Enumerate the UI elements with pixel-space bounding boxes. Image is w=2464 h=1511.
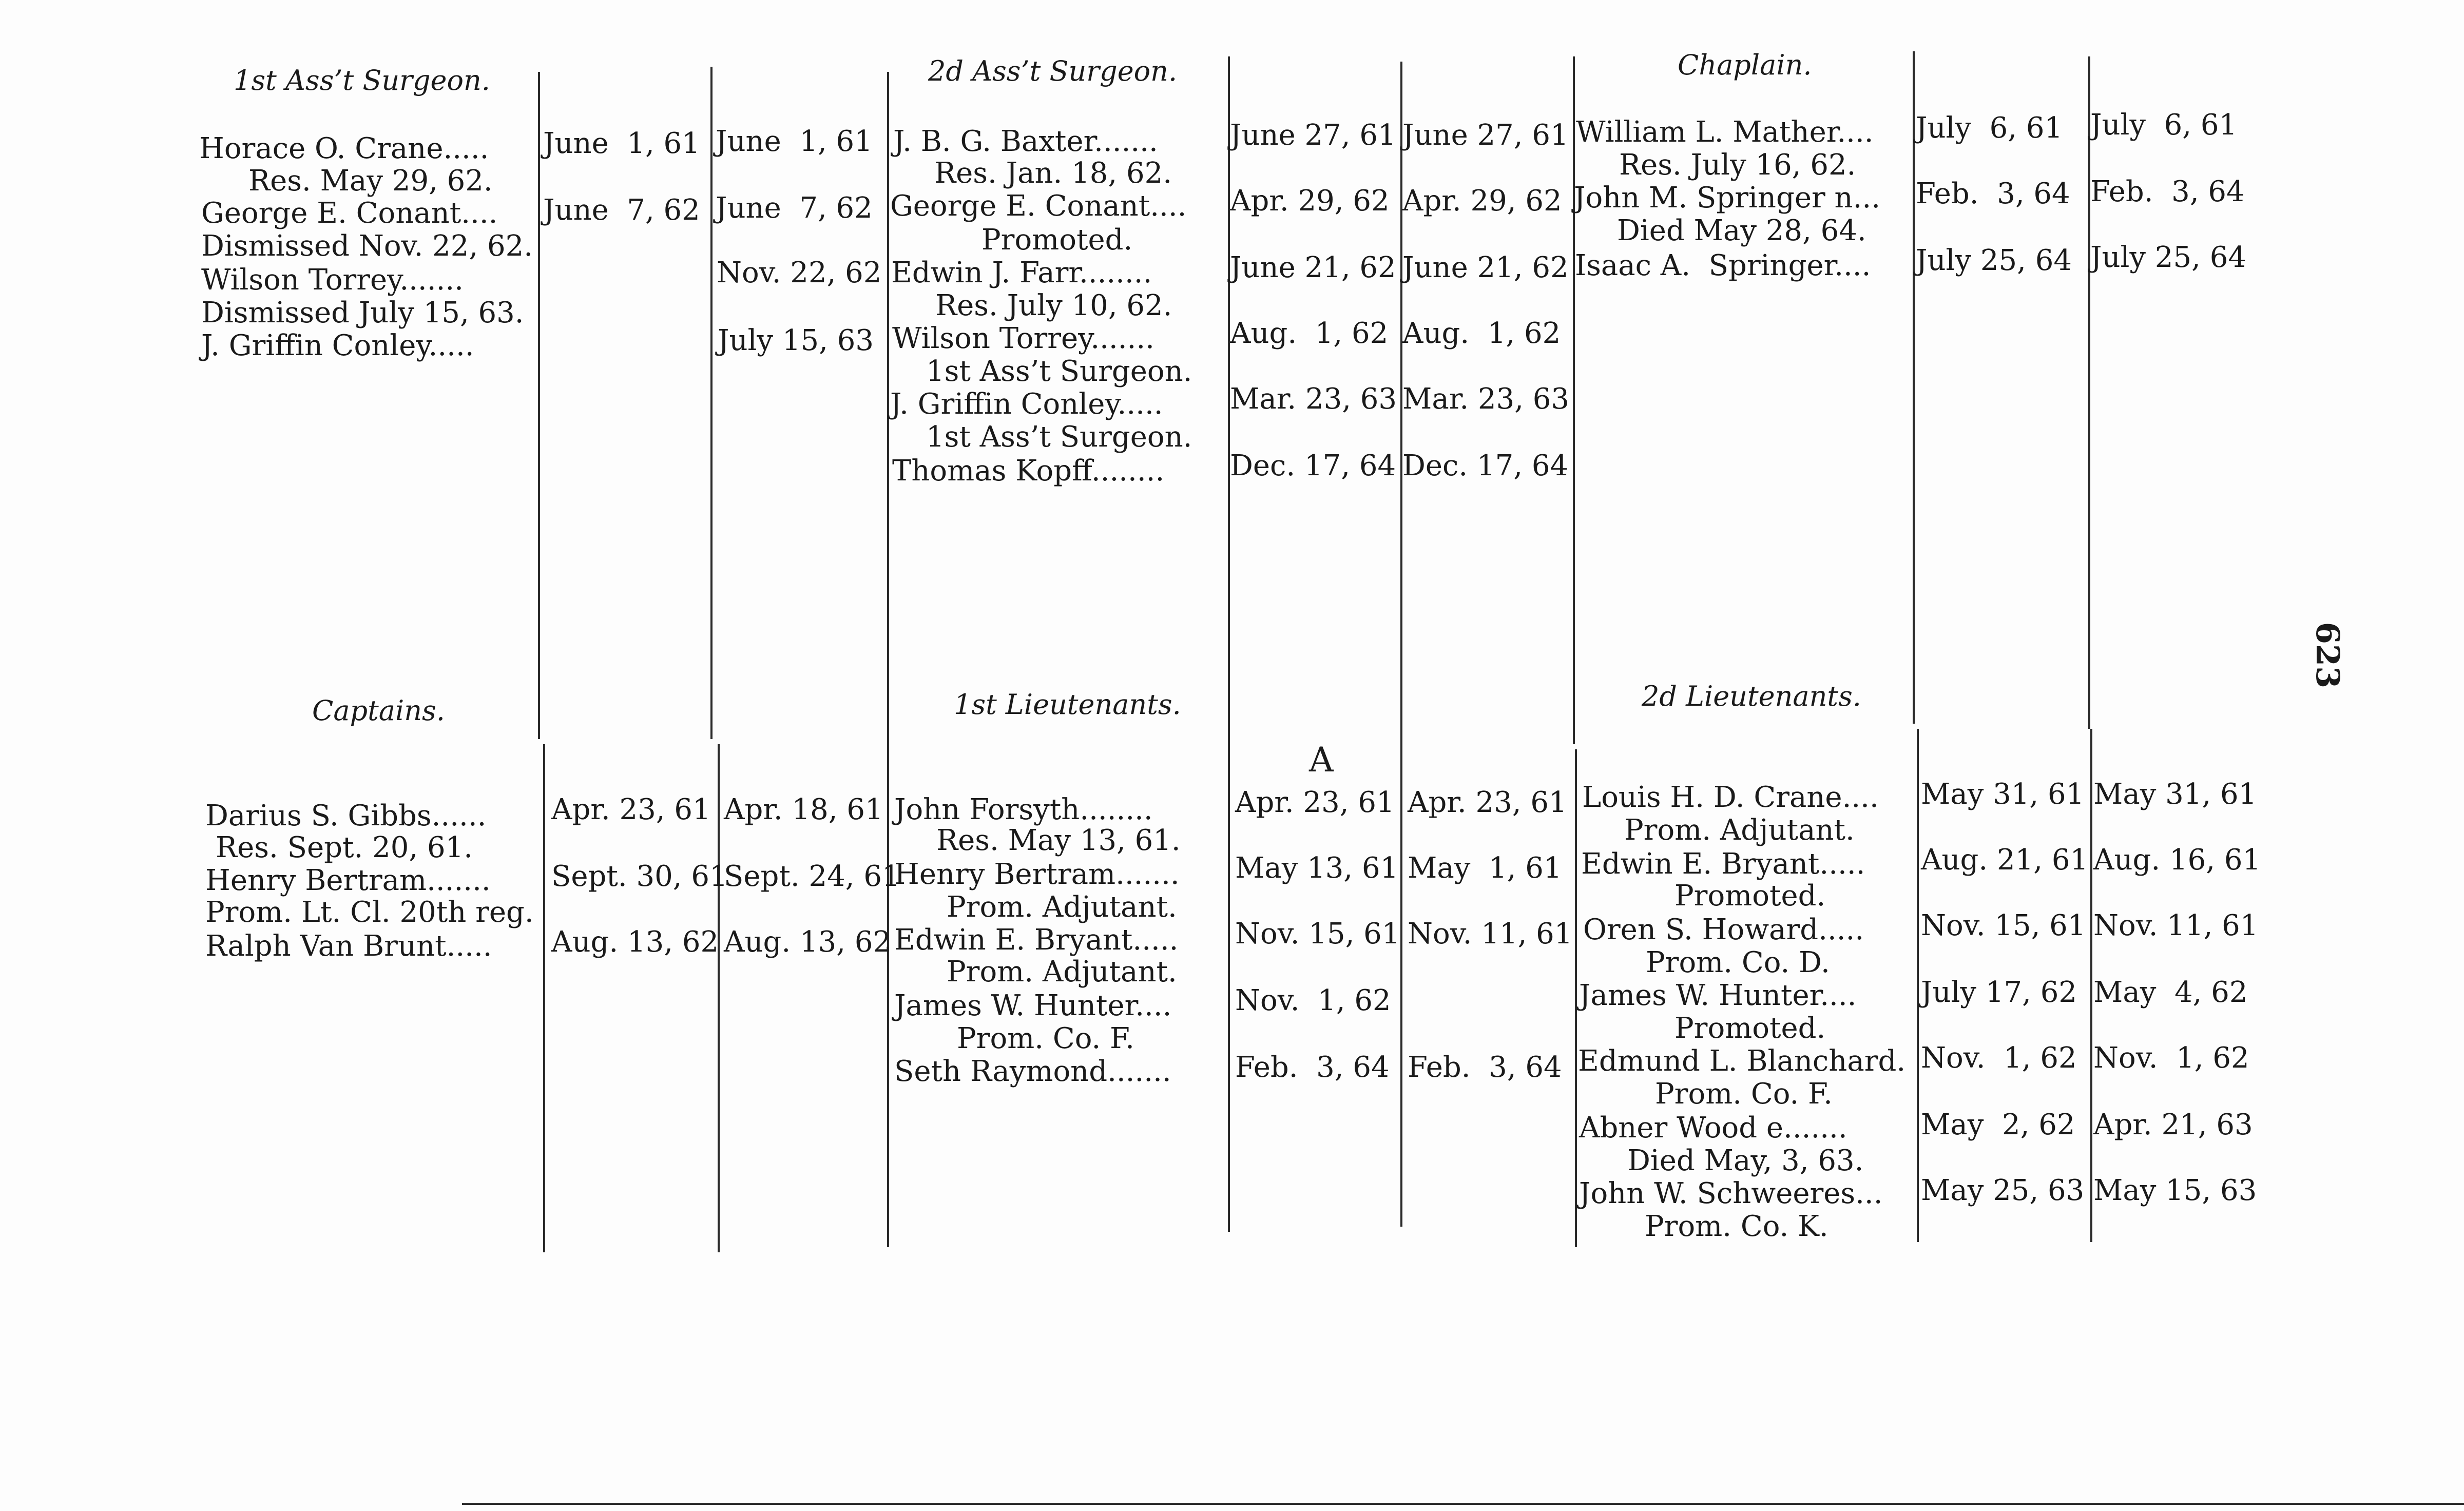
name-line: Horace O. Crane..... xyxy=(199,132,489,165)
column-rule xyxy=(1917,729,1919,1242)
column-rule xyxy=(1228,56,1230,1232)
date-rank: July 17, 62 xyxy=(1921,976,2077,1009)
name-line: James W. Hunter.... xyxy=(1579,979,1857,1012)
date-muster: May 31, 61 xyxy=(2093,778,2257,811)
date-muster: Nov. 22, 62 xyxy=(717,256,882,289)
note-line: Died May 28, 64. xyxy=(1617,214,1866,247)
bottom-rule xyxy=(462,1503,2464,1505)
date-rank: Aug. 21, 61 xyxy=(1921,843,2089,877)
note-line: 1st Ass’t Surgeon. xyxy=(926,355,1192,388)
name-line: Thomas Kopff........ xyxy=(892,454,1165,488)
date-muster: June 21, 62 xyxy=(1402,251,1569,284)
date-muster: Nov. 11, 61 xyxy=(2093,909,2259,942)
column-rule xyxy=(1913,51,1915,724)
name-line: Edwin J. Farr........ xyxy=(891,256,1152,289)
date-muster: Dec. 17, 64 xyxy=(1402,449,1569,482)
note-line: Prom. Co. D. xyxy=(1646,946,1830,979)
note-line: Prom. Co. F. xyxy=(957,1022,1134,1055)
date-muster: Apr. 18, 61 xyxy=(724,793,883,826)
name-line: Henry Bertram....... xyxy=(205,864,491,897)
date-muster: Feb. 3, 64 xyxy=(2090,175,2245,208)
date-muster: Apr. 23, 61 xyxy=(1408,786,1567,819)
note-line: Dismissed July 15, 63. xyxy=(201,296,524,330)
note-line: Prom. Co. K. xyxy=(1645,1210,1828,1243)
date-muster: July 15, 63 xyxy=(718,324,874,357)
date-rank: May 13, 61 xyxy=(1235,851,1399,885)
name-line: J. Griffin Conley..... xyxy=(890,388,1163,421)
heading-2d-lieutenants: 2d Lieutenants. xyxy=(1642,680,1861,712)
name-line: Seth Raymond....... xyxy=(894,1055,1171,1088)
heading-chaplain: Chaplain. xyxy=(1678,49,1812,81)
column-rule xyxy=(538,72,540,739)
note-line: Promoted. xyxy=(981,223,1133,257)
name-line: John Forsyth........ xyxy=(894,793,1153,826)
name-line: James W. Hunter.... xyxy=(894,989,1172,1022)
note-line: Res. May 13, 61. xyxy=(936,824,1181,857)
date-muster: June 7, 62 xyxy=(716,191,873,225)
note-line: Res. July 10, 62. xyxy=(935,289,1172,322)
name-line: Abner Wood e....... xyxy=(1579,1111,1847,1145)
note-line: Res. Sept. 20, 61. xyxy=(216,831,473,864)
date-rank: June 1, 61 xyxy=(543,127,700,160)
note-line: Prom. Co. F. xyxy=(1655,1077,1833,1111)
date-muster: Aug. 1, 62 xyxy=(1402,317,1561,350)
note-line: Died May, 3, 63. xyxy=(1627,1144,1864,1177)
note-line: Prom. Adjutant. xyxy=(947,955,1177,989)
note-line: Prom. Adjutant. xyxy=(1624,813,1855,847)
date-rank: Aug. 13, 62 xyxy=(551,925,719,959)
date-rank: Sept. 30, 61 xyxy=(551,860,728,893)
date-muster: July 25, 64 xyxy=(2090,241,2246,274)
date-rank: Aug. 1, 62 xyxy=(1230,317,1389,350)
name-line: Edwin E. Bryant..... xyxy=(1581,847,1865,881)
heading-captains: Captains. xyxy=(312,694,445,727)
date-rank: May 2, 62 xyxy=(1921,1108,2075,1141)
name-line: John M. Springer n... xyxy=(1574,181,1881,215)
date-rank: May 31, 61 xyxy=(1921,778,2085,811)
date-rank: Nov. 1, 62 xyxy=(1235,984,1391,1017)
date-rank: July 6, 61 xyxy=(1916,111,2063,145)
date-muster: June 27, 61 xyxy=(1402,119,1569,152)
name-line: Wilson Torrey....... xyxy=(892,322,1154,355)
date-rank: Apr. 23, 61 xyxy=(551,793,711,826)
date-rank: Feb. 3, 64 xyxy=(1916,177,2070,210)
name-line: J. B. G. Baxter....... xyxy=(893,125,1158,158)
date-rank: Apr. 23, 61 xyxy=(1235,786,1395,819)
name-line: George E. Conant.... xyxy=(201,197,498,230)
date-muster: Apr. 21, 63 xyxy=(2093,1108,2253,1141)
heading-1st-lieutenants: 1st Lieutenants. xyxy=(954,688,1181,721)
date-rank: July 25, 64 xyxy=(1916,244,2072,277)
page-number: 623 xyxy=(2309,622,2347,689)
column-rule xyxy=(887,72,889,1247)
column-rule xyxy=(1575,749,1577,1247)
company-letter: A xyxy=(1309,740,1334,780)
date-muster: Feb. 3, 64 xyxy=(1408,1051,1562,1084)
date-rank: Dec. 17, 64 xyxy=(1230,449,1396,482)
date-muster: Apr. 29, 62 xyxy=(1402,184,1562,218)
date-rank: June 21, 62 xyxy=(1230,251,1396,284)
date-rank: Nov. 15, 61 xyxy=(1921,909,2086,942)
date-muster: July 6, 61 xyxy=(2090,108,2238,142)
date-muster: Mar. 23, 63 xyxy=(1402,382,1570,416)
heading-2d-asst-surgeon: 2d Ass’t Surgeon. xyxy=(928,55,1178,87)
column-rule xyxy=(718,744,720,1252)
date-rank: June 7, 62 xyxy=(543,193,700,227)
date-muster: Sept. 24, 61 xyxy=(724,860,900,893)
note-line: Promoted. xyxy=(1674,1012,1826,1045)
name-line: Isaac A. Springer.... xyxy=(1575,249,1871,282)
name-line: John W. Schweeres... xyxy=(1579,1177,1883,1210)
column-rule xyxy=(2090,729,2092,1242)
name-line: George E. Conant.... xyxy=(890,189,1187,223)
note-line: Prom. Adjutant. xyxy=(947,890,1177,924)
date-rank: Nov. 15, 61 xyxy=(1235,917,1400,951)
note-line: Dismissed Nov. 22, 62. xyxy=(201,229,533,263)
date-rank: Apr. 29, 62 xyxy=(1230,184,1390,218)
date-rank: Mar. 23, 63 xyxy=(1230,382,1397,416)
note-line: Prom. Lt. Cl. 20th reg. xyxy=(205,896,534,929)
date-muster: Aug. 16, 61 xyxy=(2093,843,2261,877)
date-muster: Aug. 13, 62 xyxy=(724,925,892,959)
name-line: Edwin E. Bryant..... xyxy=(894,923,1179,957)
name-line: Oren S. Howard..... xyxy=(1583,913,1864,946)
date-rank: May 25, 63 xyxy=(1921,1174,2085,1207)
date-rank: Feb. 3, 64 xyxy=(1235,1051,1390,1084)
date-muster: May 4, 62 xyxy=(2093,976,2248,1009)
date-rank: June 27, 61 xyxy=(1230,119,1396,152)
note-line: Res. May 29, 62. xyxy=(248,164,493,198)
column-rule xyxy=(1573,56,1575,744)
date-muster: June 1, 61 xyxy=(716,125,873,158)
name-line: Henry Bertram....... xyxy=(894,858,1180,891)
column-rule xyxy=(2088,56,2090,729)
name-line: Wilson Torrey....... xyxy=(201,263,464,297)
date-muster: Nov. 11, 61 xyxy=(1408,917,1573,951)
date-rank: Nov. 1, 62 xyxy=(1921,1041,2077,1075)
note-line: Res. July 16, 62. xyxy=(1619,148,1856,182)
heading-1st-asst-surgeon: 1st Ass’t Surgeon. xyxy=(234,64,490,96)
date-muster: May 1, 61 xyxy=(1408,851,1562,885)
name-line: J. Griffin Conley..... xyxy=(201,329,474,362)
date-muster: May 15, 63 xyxy=(2093,1174,2257,1207)
name-line: Edmund L. Blanchard. xyxy=(1578,1044,1906,1078)
note-line: Res. Jan. 18, 62. xyxy=(934,157,1172,190)
column-rule xyxy=(710,67,713,739)
name-line: William L. Mather.... xyxy=(1576,115,1874,149)
name-line: Ralph Van Brunt..... xyxy=(205,929,492,963)
note-line: 1st Ass’t Surgeon. xyxy=(926,420,1192,454)
name-line: Darius S. Gibbs...... xyxy=(205,799,487,832)
name-line: Louis H. D. Crane.... xyxy=(1582,781,1879,814)
date-muster: Nov. 1, 62 xyxy=(2093,1041,2249,1075)
column-rule xyxy=(1400,62,1402,1227)
note-line: Promoted. xyxy=(1674,879,1826,913)
column-rule xyxy=(543,744,545,1252)
